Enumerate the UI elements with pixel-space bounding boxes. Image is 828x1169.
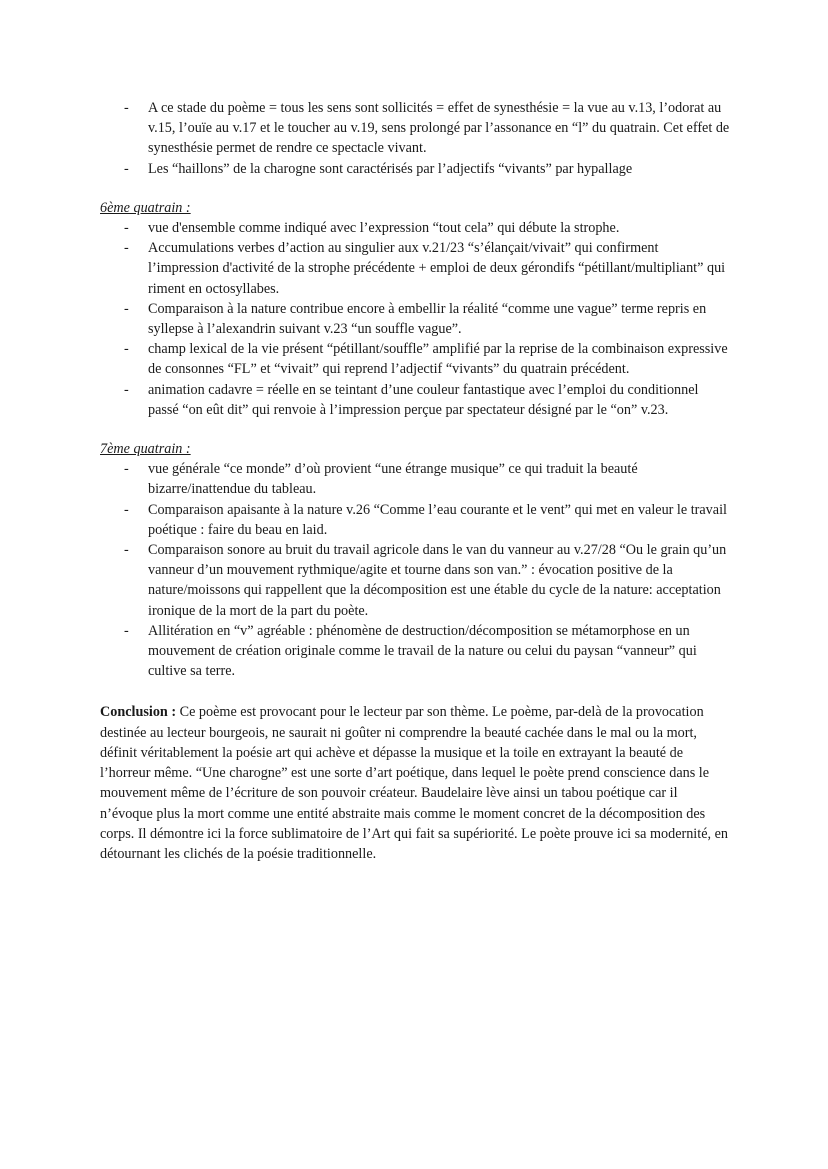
bullet-marker: - (124, 160, 129, 177)
list-item (100, 459, 732, 499)
quatrain-7-bullet-list (100, 459, 732, 681)
list-item-text: animation cadavre = réelle en se teintant d’une couleur fantastique avec l’emploi du conditionnel passé “on eût dit” qui renvoie à l’impression perçue par spectateur désigné par le “on” v.23. (148, 381, 699, 418)
section-title-quatrain-7: 7ème quatrain : (100, 441, 191, 458)
list-item (100, 540, 732, 621)
list-item-text: vue générale “ce monde” d’où provient “une étrange musique” ce qui traduit la beauté bizarre/inattendue du tableau. (148, 461, 638, 498)
list-item-text: A ce stade du poème = tous les sens sont sollicités = effet de synesthésie = la vue au v.13, l’odorat au v.15, l’ouïe au v.17 et le toucher au v.19, sens prolongé par l’assonance en “l” du quatrain. Cet effet de synesthésie permet de rendre ce spectacle vivant. (148, 100, 730, 157)
bullet-marker: - (124, 300, 129, 317)
list-item (100, 98, 732, 159)
bullet-marker: - (124, 501, 129, 518)
bullet-marker: - (124, 542, 129, 559)
list-item-text: Comparaison à la nature contribue encore à embellir la réalité “comme une vague” terme repris en syllepse à l’alexandrin suivant v.23 “un souffle vague”. (148, 300, 707, 338)
intro-bullet-list (100, 98, 732, 179)
list-item (100, 339, 732, 379)
list-item-text: Comparaison apaisante à la nature v.26 “Comme l’eau courante et le vent” qui met en valeur le travail poétique : faire du beau en laid. (148, 501, 727, 538)
list-item (100, 299, 732, 339)
list-item (100, 159, 732, 179)
conclusion-label: Conclusion : (100, 704, 177, 721)
bullet-marker: - (124, 381, 129, 398)
conclusion-text: Ce poème est provocant pour le lecteur par son thème. Le poème, par-delà de la provocation destinée au lecteur bourgeois, ne saurait ni goûter ni comprendre la beauté cachée dans le mal ou la mort, définit véritablement la poésie art qui achève et dépasse la musique et la toile en extrayant la beauté de l’horreur même. “Une charogne” est une sorte d’art poétique, dans lequel le poète prend conscience dans le mouvement même de l’écriture de son pouvoir créateur. Baudelaire lève ainsi un tabou poétique car il n’évoque plus la mort comme une entité abstraite mais comme le moment concret de la décomposition des corps. Il démontre ici la force sublimatoire de l’Art qui fait sa supériorité. Le poète prouve ici sa modernité, en détournant les clichés de la poésie traditionnelle. (100, 704, 728, 862)
list-item-text: Les “haillons” de la charogne sont caractérisés par l’adjectifs “vivants” par hypallage (148, 160, 633, 177)
list-item-text: Allitération en “v” agréable : phénomène de destruction/décomposition se métamorphose en un mouvement de création originale comme le travail de la nature ou celui du paysan “vanneur” qui cultive sa terre. (148, 622, 697, 680)
bullet-marker: - (124, 461, 129, 478)
bullet-marker: - (124, 622, 129, 639)
list-item (100, 238, 732, 299)
list-item-text: Accumulations verbes d’action au singulier aux v.21/23 “s’élançait/vivait” qui confirment l’impression d'activité de la strophe précédente + emploi de deux gérondifs “pétillant/multipliant” qui riment en octosyllabes. (148, 240, 726, 297)
list-item (100, 500, 732, 540)
section-title-quatrain-6: 6ème quatrain : (100, 199, 191, 216)
list-item (100, 380, 732, 420)
list-item-text: champ lexical de la vie présent “pétillant/souffle” amplifié par la reprise de la combinaison expressive de consonnes “FL” et “vivait” qui reprend l’adjectif “vivants” du quatrain précédent. (148, 341, 728, 378)
bullet-marker: - (124, 240, 129, 257)
bullet-marker: - (124, 220, 129, 237)
list-item-text: vue d'ensemble comme indiqué avec l’expression “tout cela” qui débute la strophe. (148, 220, 620, 237)
bullet-marker: - (124, 341, 129, 358)
bullet-marker: - (124, 100, 129, 116)
quatrain-6-bullet-list (100, 218, 732, 420)
list-item-text: Comparaison sonore au bruit du travail agricole dans le van du vanneur au v.27/28 “Ou le grain qu’un vanneur d’un mouvement rythmique/agite et tourne dans son van.” : évocation positive de la nature/moissons qui rappellent que la décomposition est une étable du cycle de la nature: acceptation ironique de la mort de la part du poète. (148, 542, 727, 619)
conclusion-paragraph (100, 702, 732, 864)
list-item (100, 621, 732, 682)
list-item (100, 218, 732, 238)
document-page (100, 98, 732, 864)
